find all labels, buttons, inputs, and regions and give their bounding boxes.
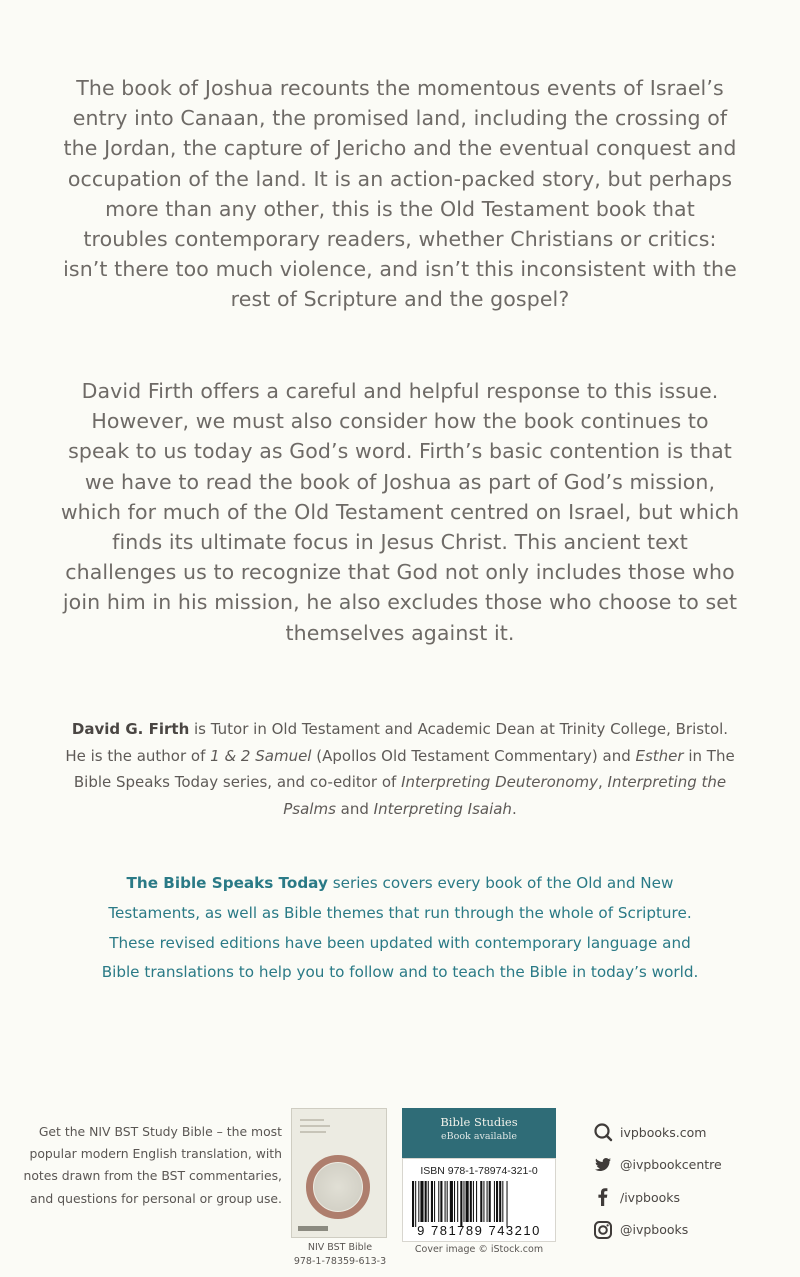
- social-label: @ivpbookcentre: [620, 1157, 722, 1173]
- book-title: Interpreting the Psalms: [283, 773, 727, 818]
- blurb-paragraph-1: [60, 73, 740, 315]
- study-bible-promo: Get the NIV BST Study Bible – the most popular modern English translation, with notes drawn from the BST commentaries, and questions for personal or group use.: [23, 1124, 282, 1206]
- author-bio-text: (Apollos Old Testament Commentary) and: [311, 746, 636, 765]
- isbn-text: ISBN 978-1-78974-321-0: [420, 1165, 538, 1177]
- cover-ring-art: [306, 1155, 370, 1219]
- blurb-paragraph-2: [60, 376, 740, 648]
- book-title: Interpreting Isaiah: [373, 799, 512, 818]
- category-label: Bible Studies: [440, 1115, 518, 1129]
- barcode-digits: 9 781789 743210: [417, 1223, 541, 1238]
- blurb-text-2: David Firth offers a careful and helpful response to this issue. However, we must also consider how the book continues to speak to us today as God’s word. Firth’s basic contention is that we have to read the book of Joshua as part of God’s mission, which for much of the Old Testament centred on Israel, but which finds its ultimate focus in Jesus Christ. This ancient text challenges us to recognize that God not only includes those who join him in his mission, he also excludes those who choose to set themselves against it.: [60, 379, 740, 645]
- social-label: @ivpbooks: [620, 1222, 689, 1238]
- series-text: series covers every book of the Old and New Testaments, as well as Bible themes that run through the whole of Scripture. These revised editions have been updated with contemporary language and Bible translations to help you to follow and to teach the Bible in today’s world.: [101, 874, 699, 982]
- author-bio-text: ,: [597, 773, 608, 791]
- series-description: [90, 869, 710, 988]
- study-bible-caption: [292, 1241, 388, 1269]
- social-instagram[interactable]: [593, 1214, 722, 1247]
- author-bio-text: in The Bible Speaks Today series, and co-editor of: [73, 746, 735, 791]
- social-facebook[interactable]: [593, 1181, 722, 1214]
- author-bio-text: and: [335, 799, 374, 818]
- social-links: [593, 1116, 722, 1246]
- study-bible-cover-image: [291, 1108, 387, 1238]
- blurb-text-1: The book of Joshua recounts the momentous events of Israel’s entry into Canaan, the promised land, including the crossing of the Jordan, the capture of Jericho and the eventual conquest and occupation of the land. It is an action-packed story, but perhaps more than any other, this is the Old Testament book that troubles contemporary readers, whether Christians or critics: isn’t there too much violence, and isn’t this inconsistent with the rest of Scripture and the gospel?: [63, 76, 737, 312]
- ebook-label: eBook available: [441, 1131, 517, 1142]
- book-title: Esther: [635, 746, 684, 765]
- author-name: David G. Firth: [71, 720, 190, 738]
- category-box: [402, 1108, 556, 1158]
- social-label: /ivpbooks: [620, 1189, 680, 1205]
- study-bible-caption-title: NIV BST Bible: [307, 1242, 373, 1253]
- facebook-icon: [593, 1187, 613, 1207]
- cover-title-art: [300, 1117, 350, 1143]
- book-title: 1 & 2 Samuel: [210, 746, 312, 765]
- author-bio-text: .: [511, 799, 517, 818]
- search-icon: [593, 1122, 613, 1142]
- barcode-box: [402, 1158, 556, 1242]
- barcode-bars: [412, 1181, 548, 1227]
- study-bible-caption-isbn: 978-1-78359-613-3: [293, 1256, 387, 1267]
- social-website[interactable]: [593, 1116, 722, 1149]
- cover-logo-art: [298, 1226, 328, 1231]
- social-twitter[interactable]: [593, 1149, 722, 1182]
- series-name: The Bible Speaks Today: [126, 874, 328, 892]
- author-bio: [60, 716, 740, 822]
- social-label: ivpbooks.com: [620, 1124, 707, 1140]
- instagram-icon: [593, 1220, 613, 1240]
- book-title: Interpreting Deuteronomy: [401, 773, 598, 791]
- cover-image-credit: Cover image © iStock.com: [414, 1244, 544, 1255]
- twitter-icon: [593, 1155, 613, 1175]
- author-bio-text: is Tutor in Old Testament and Academic Dean at Trinity College, Bristol. He is the author of: [65, 720, 729, 765]
